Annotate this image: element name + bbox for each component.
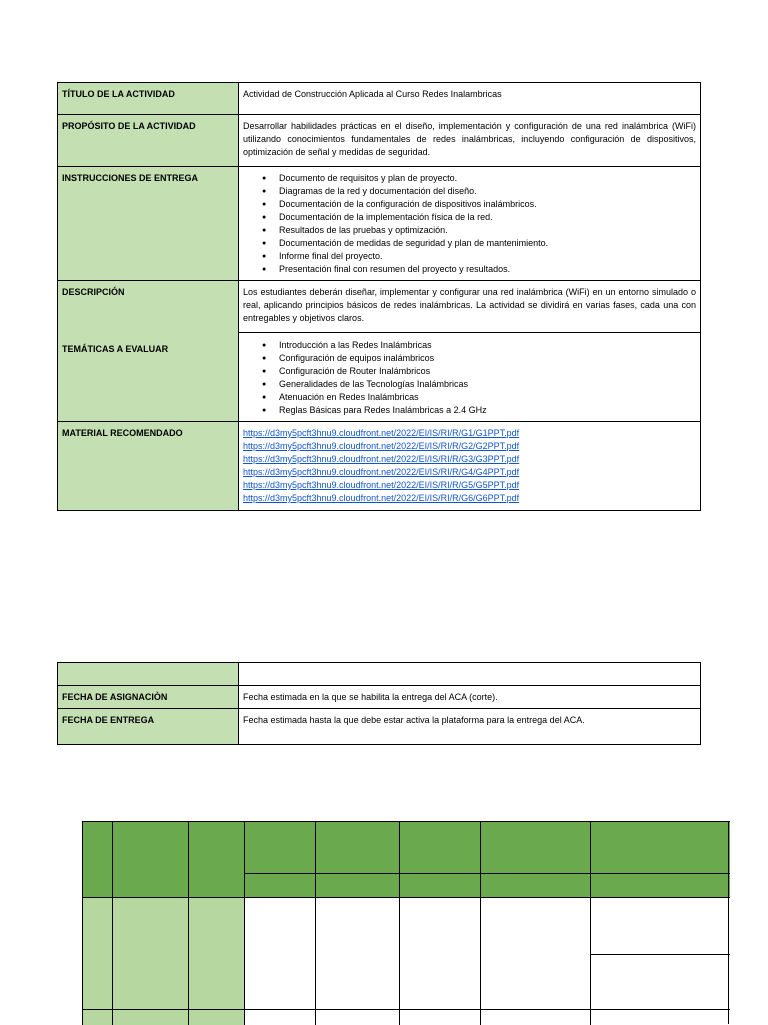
list-item: ● Reglas Básicas para Redes Inalámbricas a 2.4 GHz (279, 404, 696, 417)
grid-row-label-cell (188, 897, 245, 1010)
row-value-fecha-asignacion: Fecha estimada en la que se habilita la entrega del ACA (corte). (239, 686, 701, 709)
grid-subheader-cell (590, 873, 730, 898)
table-row (58, 663, 701, 686)
grid-header-cell (399, 821, 481, 874)
grid-row-label-cell (112, 897, 189, 1010)
grid-subheader-cell (480, 873, 591, 898)
material-link[interactable]: https://d3my5pcft3hnu9.cloudfront.net/2022/EI/IS/RI/R/G4/G4PPT.pdf (243, 467, 520, 477)
grid-header-cell (244, 821, 316, 874)
row-label-descripcion: DESCRIPCIÓN (62, 287, 125, 297)
list-item: ● Diagramas de la red y documentación del diseño. (279, 185, 696, 198)
material-link[interactable]: https://d3my5pcft3hnu9.cloudfront.net/2022/EI/IS/RI/R/G6/G6PPT.pdf (243, 493, 520, 503)
grid-row-label-cell (112, 1009, 189, 1025)
dates-table (57, 662, 701, 745)
list-item: ● Atenuación en Redes Inalámbricas (279, 391, 696, 404)
row-value-descripcion: Los estudiantes deberán diseñar, implementar y configurar una red inalámbrica (WiFi) en un entorno simulado o real, aplicando principios básicos de redes inalámbricas. La actividad se dividirá en varias fases, cada una con entregables y objetivos claros. (239, 281, 701, 333)
list-item: ● Informe final del proyecto. (279, 250, 696, 263)
table-row (58, 167, 701, 281)
row-label-empty (58, 663, 239, 686)
grid-header-cell (188, 821, 245, 898)
grid-subheader-cell (315, 873, 400, 898)
rubric-grid (82, 821, 729, 1024)
list-item: ● Configuración de equipos inalámbricos (279, 352, 696, 365)
grid-row-label-cell (82, 897, 113, 1010)
grid-body-cell (590, 954, 730, 1010)
list-item: ● Configuración de Router Inalámbricos (279, 365, 696, 378)
grid-header-cell (315, 821, 400, 874)
grid-row-label-cell (188, 1009, 245, 1025)
list-item: ● Generalidades de las Tecnologías Inalámbricas (279, 378, 696, 391)
table-row (58, 281, 701, 333)
row-label-fecha-asignacion: FECHA DE ASIGNACIÒN (58, 686, 239, 709)
table-row (58, 422, 701, 511)
deliverables-list (243, 172, 696, 276)
row-label-titulo: TÍTULO DE LA ACTIVIDAD (58, 83, 239, 115)
grid-body-cell (315, 897, 400, 1010)
list-item: ● Documento de requisitos y plan de proyecto. (279, 172, 696, 185)
material-link[interactable]: https://d3my5pcft3hnu9.cloudfront.net/2022/EI/IS/RI/R/G5/G5PPT.pdf (243, 480, 520, 490)
list-item: ● Introducción a las Redes Inalámbricas (279, 339, 696, 352)
grid-header-cell (480, 821, 591, 874)
material-link[interactable]: https://d3my5pcft3hnu9.cloudfront.net/2022/EI/IS/RI/R/G2/G2PPT.pdf (243, 441, 520, 451)
table-row (58, 83, 701, 115)
material-link[interactable]: https://d3my5pcft3hnu9.cloudfront.net/2022/EI/IS/RI/R/G3/G3PPT.pdf (243, 454, 520, 464)
grid-body-cell (244, 1009, 316, 1025)
material-link[interactable]: https://d3my5pcft3hnu9.cloudfront.net/2022/EI/IS/RI/R/G1/G1PPT.pdf (243, 428, 520, 438)
grid-body-cell (315, 1009, 400, 1025)
list-item: ● Presentación final con resumen del proyecto y resultados. (279, 263, 696, 276)
row-value-empty (239, 663, 701, 686)
row-label-descripcion-tematicas (58, 281, 239, 422)
table-row (58, 115, 701, 167)
row-label-instrucciones: INSTRUCCIONES DE ENTREGA (58, 167, 239, 281)
grid-header-cell (112, 821, 189, 898)
row-value-titulo: Actividad de Construcción Aplicada al Curso Redes Inalambricas (239, 83, 701, 115)
grid-body-cell (590, 897, 730, 955)
grid-body-cell (480, 1009, 591, 1025)
row-label-tematicas: TEMÁTICAS A EVALUAR (62, 344, 169, 354)
grid-body-cell (244, 897, 316, 1010)
row-value-instrucciones (239, 167, 701, 281)
list-item: ● Documentación de medidas de seguridad y plan de mantenimiento. (279, 237, 696, 250)
grid-right-edge (728, 821, 729, 1024)
row-value-tematicas (239, 333, 701, 422)
row-label-material: MATERIAL RECOMENDADO (58, 422, 239, 511)
grid-subheader-cell (399, 873, 481, 898)
grid-body-cell (590, 1009, 730, 1025)
grid-header-cell (82, 821, 113, 898)
grid-body-cell (399, 1009, 481, 1025)
grid-body-cell (480, 897, 591, 1010)
row-value-material (239, 422, 701, 511)
grid-body-cell (399, 897, 481, 1010)
table-row (58, 709, 701, 745)
topics-list (243, 339, 696, 417)
row-label-fecha-entrega: FECHA DE ENTREGA (58, 709, 239, 745)
row-label-proposito: PROPÓSITO DE LA ACTIVIDAD (58, 115, 239, 167)
grid-row-label-cell (82, 1009, 113, 1025)
row-value-proposito: Desarrollar habilidades prácticas en el diseño, implementación y configuración de una red inalámbrica (WiFi) utilizando conocimientos fundamentales de redes inalámbricas, incluyendo configuración de dispositivos, optimización de señal y medidas de seguridad. (239, 115, 701, 167)
list-item: ● Documentación de la configuración de dispositivos inalámbricos. (279, 198, 696, 211)
grid-header-cell (590, 821, 730, 874)
grid-subheader-cell (244, 873, 316, 898)
list-item: ● Resultados de las pruebas y optimización. (279, 224, 696, 237)
row-value-fecha-entrega: Fecha estimada hasta la que debe estar activa la plataforma para la entrega del ACA. (239, 709, 701, 745)
activity-table (57, 82, 701, 511)
list-item: ● Documentación de la implementación física de la red. (279, 211, 696, 224)
table-row (58, 686, 701, 709)
